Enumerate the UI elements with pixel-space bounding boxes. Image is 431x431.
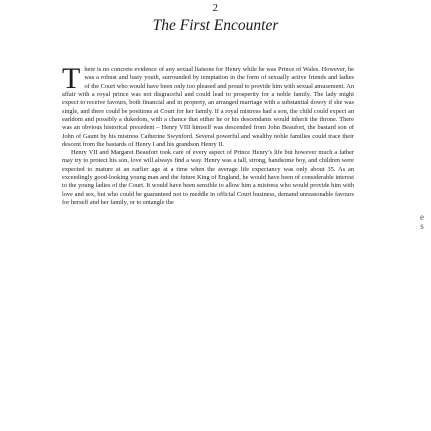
paragraph-text: here is no concrete evidence of any sexual liaisons for Henry while he was Prince of Wales. However, he was a robust and lusty youth, surrounded by temptation in the form of sexually active friends and ladies of the Court who would have been only too pleased and proud to provide him with sexual amusement. An affair with a royal prince was not disgraceful and could lead to prosperity for a noble family. The lady might expect to receive favours, both financial and in property, an arranged marriage with a substantial dowry if she was single, and there could be positions at Court for her family. If a royal mistress had a son, the child could expect an earldom and possibly a dukedom, with a chance that either he or his descendants would inherit the throne. There was an obvious historical precedent – Henry VIII himself was descended from John Beaufort, the bastard son of John of Gaunt by his mistress Catherine Swynford. Several powerful and wealthy noble families could trace their descent from the bastards of Henry I and his grandson Henry II. [62,66,354,148]
margin-mark: e s [420,212,424,231]
drop-cap: T [62,66,81,95]
chapter-number: 2 [212,2,219,14]
body-text [62,66,354,428]
paragraph: Henry VII and Margaret Beaufort took care of every aspect of Prince Henry’s life but however much a father may try to protect his son, love will always find a way. Henry was a tall, strong, handsome boy, and children were expected to mature at an earlier age at a time when the average life expectancy was only about 35. As an exceedingly good-looking young man and the future King of England, he would have been of considerable interest to the young ladies of the Court. It would have been sensible to allow him a mistress who would provide him with love and sex, but who could be guaranteed not to meddle in official Court business, demand unreasonable favours for herself and her family, or to entangle the [62,149,354,206]
paragraph [62,66,354,149]
chapter-title: The First Encounter [152,17,279,34]
